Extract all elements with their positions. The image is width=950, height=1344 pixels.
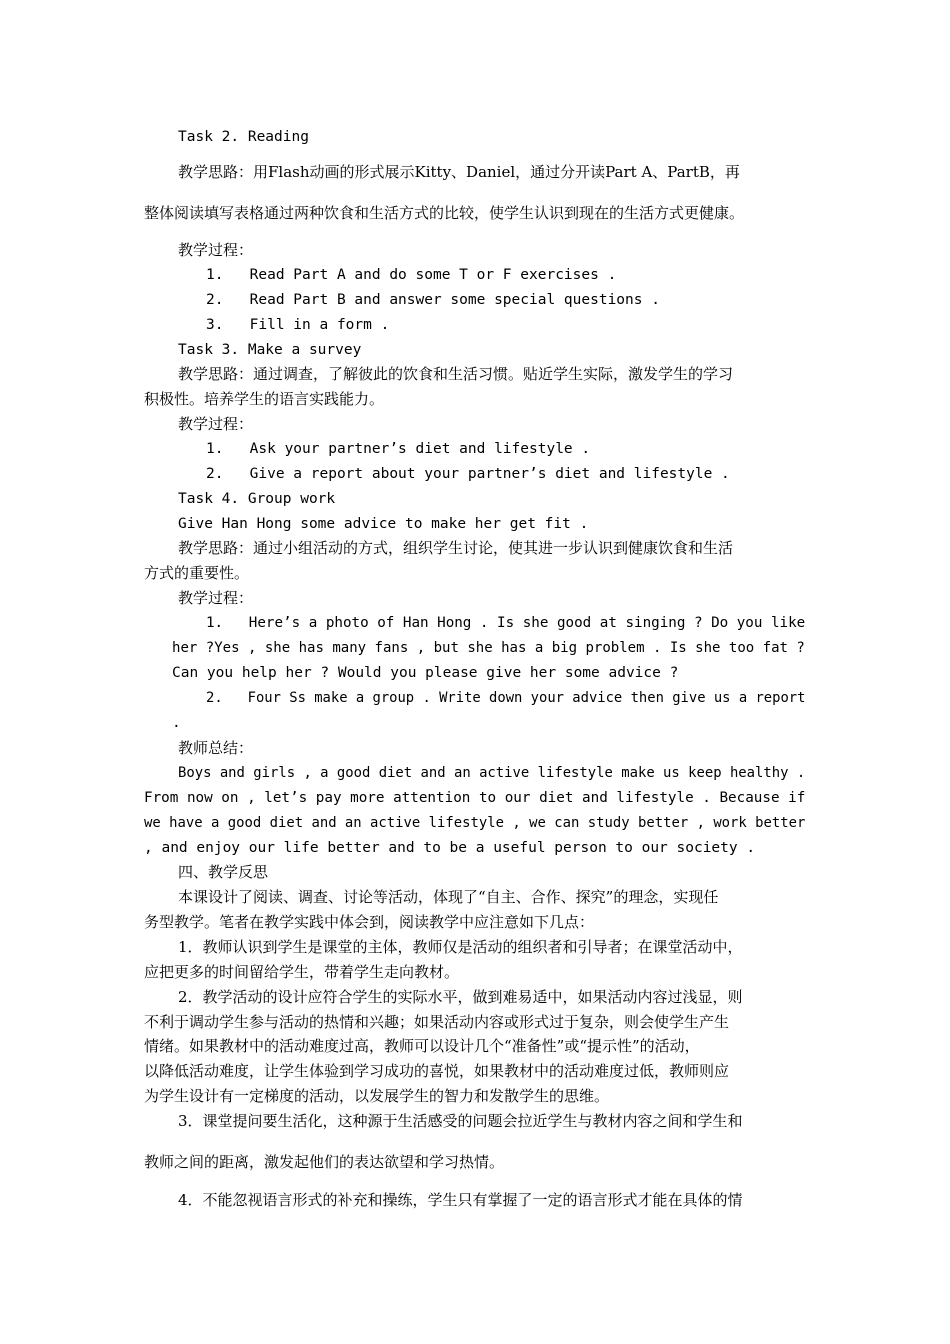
task3-heading: Task 3. Make a survey bbox=[178, 342, 362, 358]
text-line: 教学思路：用Flash动画的形式展示Kitty、Daniel，通过分开读Part A、PartB，再 bbox=[178, 163, 740, 181]
text-line: 教师总结： bbox=[178, 739, 254, 757]
text-line: her ?Yes , she has many fans , but she has a big problem . Is she too fat ? bbox=[172, 640, 805, 656]
list-item: 2. Give a report about your partner’s diet and lifestyle . bbox=[206, 466, 730, 482]
text-line: , and enjoy our life better and to be a useful person to our society . bbox=[144, 840, 756, 856]
text-line: 整体阅读填写表格通过两种饮食和生活方式的比较，使学生认识到现在的生活方式更健康。 bbox=[144, 204, 745, 222]
text-line: 教师之间的距离，激发起他们的表达欲望和学习热情。 bbox=[144, 1153, 505, 1171]
text-line: Boys and girls , a good diet and an active lifestyle make us keep healthy . bbox=[178, 765, 806, 781]
text-line: 情绪。如果教材中的活动难度过高，教师可以设计几个“准备性”或“提示性”的活动， bbox=[144, 1037, 700, 1055]
text-line: 4．不能忽视语言形式的补充和操练，学生只有掌握了一定的语言形式才能在具体的情 bbox=[178, 1191, 743, 1209]
text-line: 教学过程： bbox=[178, 241, 254, 259]
list-item: 1. Read Part A and do some T or F exercises . bbox=[206, 267, 617, 283]
task2-heading: Task 2. Reading bbox=[178, 129, 309, 145]
text-line: 2．教学活动的设计应符合学生的实际水平，做到难易适中，如果活动内容过浅显，则 bbox=[178, 988, 743, 1006]
text-line: From now on , let’s pay more attention to our diet and lifestyle . Because if bbox=[144, 790, 806, 806]
task4-heading: Task 4. Group work bbox=[178, 491, 336, 507]
text-line: 务型教学。笔者在教学实践中体会到，阅读教学中应注意如下几点： bbox=[144, 913, 595, 931]
text-line: 教学思路：通过调查，了解彼此的饮食和生活习惯。贴近学生实际，激发学生的学习 bbox=[178, 365, 734, 383]
text-line: 教学过程： bbox=[178, 589, 254, 607]
text-line: we have a good diet and an active lifestyle , we can study better , work better bbox=[144, 815, 806, 831]
text-line: 积极性。培养学生的语言实践能力。 bbox=[144, 390, 385, 408]
text-line: Can you help her ? Would you please give her some advice ? bbox=[172, 665, 679, 681]
text-line: 1．教师认识到学生是课堂的主体，教师仅是活动的组织者和引导者；在课堂活动中， bbox=[178, 938, 743, 956]
text-line: 教学思路：通过小组活动的方式，组织学生讨论，使其进一步认识到健康饮食和生活 bbox=[178, 539, 734, 557]
text-line: 应把更多的时间留给学生，带着学生走向教材。 bbox=[144, 963, 460, 981]
text-line: 方式的重要性。 bbox=[144, 564, 250, 582]
text-line: 3．课堂提问要生活化，这种源于生活感受的问题会拉近学生与教材内容之间和学生和 bbox=[178, 1112, 743, 1130]
text-line: 教学过程： bbox=[178, 415, 254, 433]
list-item: 1. Ask your partner’s diet and lifestyle . bbox=[206, 441, 591, 457]
list-item: 1. Here’s a photo of Han Hong . Is she good at singing ? Do you like bbox=[206, 615, 806, 631]
text-line: 不利于调动学生参与活动的热情和兴趣；如果活动内容或形式过于复杂，则会使学生产生 bbox=[144, 1013, 730, 1031]
text-line: 以降低活动难度，让学生体验到学习成功的喜悦，如果教材中的活动难度过低，教师则应 bbox=[144, 1062, 730, 1080]
text-line: 为学生设计有一定梯度的活动，以发展学生的智力和发散学生的思维。 bbox=[144, 1087, 610, 1105]
list-item: 2. Read Part B and answer some special questions . bbox=[206, 292, 660, 308]
text-line: . bbox=[172, 715, 181, 731]
list-item: 2. Four Ss make a group . Write down your advice then give us a report bbox=[206, 690, 806, 706]
text-line: 本课设计了阅读、调查、讨论等活动，体现了“自主、合作、探究”的理念，实现任 bbox=[178, 888, 719, 906]
list-item: 3. Fill in a form . bbox=[206, 317, 390, 333]
text-line: Give Han Hong some advice to make her get fit . bbox=[178, 516, 589, 532]
section-heading: 四、教学反思 bbox=[178, 863, 269, 881]
